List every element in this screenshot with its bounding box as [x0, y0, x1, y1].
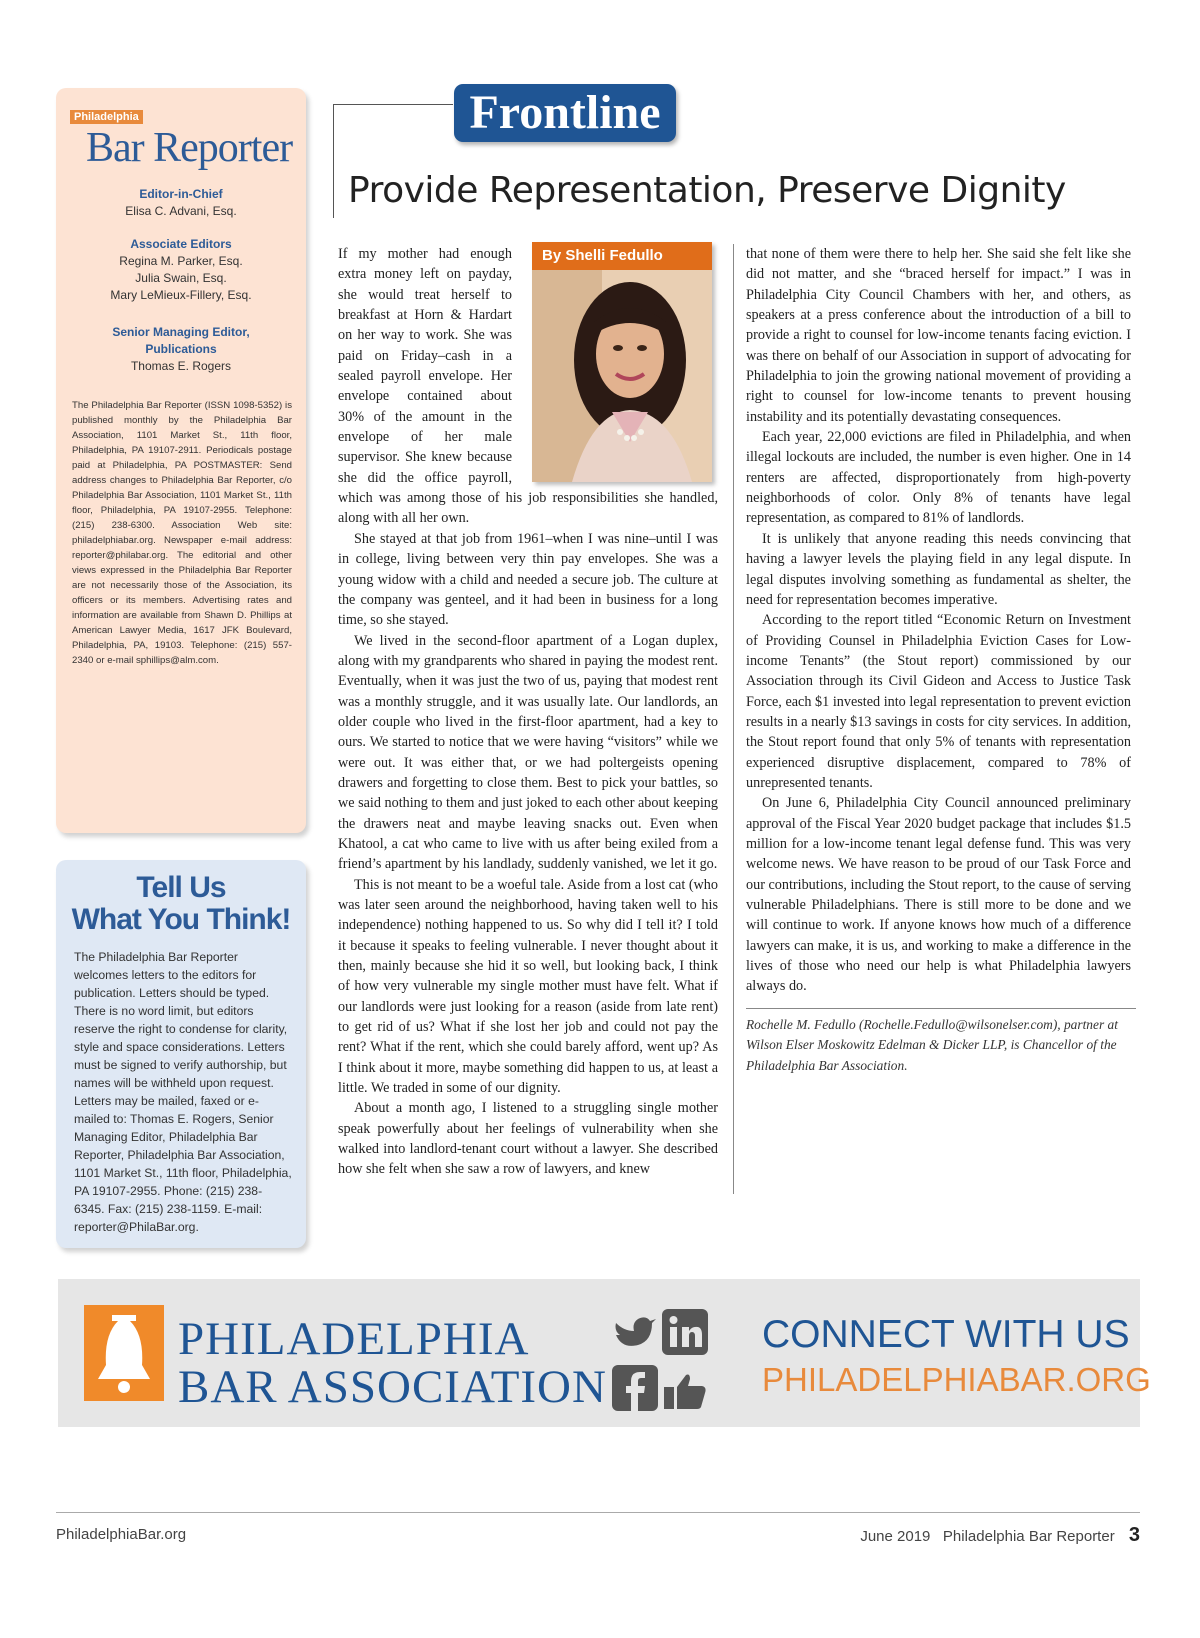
linkedin-icon[interactable] [662, 1309, 708, 1355]
editor-in-chief-name: Elisa C. Advani, Esq. [125, 204, 237, 218]
article-column-1 [338, 244, 718, 1180]
senior-editor-label-2: Publications [145, 342, 217, 356]
article-paragraph: This is not meant to be a woeful tale. Aside from a lost cat (who was later seen around the neighborhood, having taken well to his independence) nothing happened to us. So why did I tell it? I told it because it speaks to feeling vulnerable. I never thought about it then, mainly because she hid it so well, but looking back, I think of how very vulnerable my single mother must have felt. What if our landlords were just looking for a reason (aside from late rent) to get rid of us? What if she lost her job and could not pay the rent? What if the rent, which she could barely afford, went up? As I think about it more, maybe something did happen to us, at least a little. We traded in some of our dignity. [338, 876, 718, 1097]
author-note: Rochelle M. Fedullo (Rochelle.Fedullo@wilsonelser.com), partner at Wilson Elser Moskowitz Edelman & Dicker LLP, is Chancellor of the Philadelphia Bar Association. [746, 1017, 1118, 1073]
associate-editors-label: Associate Editors [130, 237, 232, 251]
footer-issue-info [860, 1524, 1140, 1547]
liberty-bell-logo-icon [84, 1305, 164, 1401]
publication-info: The Philadelphia Bar Reporter (ISSN 1098-5352) is published monthly by the Philadelphia Bar Association, 1101 Market St., 11th floor, Philadelphia, PA 19107-2911. Periodicals postage paid at Philadelphia, PA POSTMASTER: Send address changes to Philadelphia Bar Reporter, c/o Philadelphia Bar Association, 1101 Market St., 11th floor, Philadelphia, PA 19107-2955. Telephone: (215) 238-6300. Association Web site: philadelphiabar.org. Newspaper e-mail address: reporter@philabar.org. The editorial and other views expressed in the Philadelphia Bar Reporter are not necessarily those of the Association, its officers or its members. Advertising rates and information are available from Shawn D. Phillips at American Lawyer Media, 1617 JFK Boulevard, Philadelphia, PA, 19103. Telephone: (215) 557-2340 or e-mail sphillips@alm.com. [72, 400, 292, 666]
article-paragraph: Each year, 22,000 evictions are filed in Philadelphia, and when illegal lockouts are included, the number is even higher. One in 14 renters are affected, disproportionately from high-poverty neighborhoods of color. Only 8% of tenants have legal representation, as compared to 81% of landlords. [746, 429, 1131, 527]
facebook-icon[interactable] [612, 1365, 658, 1411]
tell-us-body: The Philadelphia Bar Reporter welcomes letters to the editors for publication. Letters should be typed. There is no word limit, but editors reserve the right to condense for clarity, style and space considerations. Letters must be signed to verify authorship, but names will be withheld upon request. Letters may be mailed, faxed or e-mailed to: Thomas E. Rogers, Senior Managing Editor, Philadelphia Bar Reporter, Philadelphia Bar Association, 1101 Market St., 11th floor, Philadelphia, PA 19107-2955. Phone: (215) 238-6345. Fax: (215) 238-1159. E-mail: reporter@PhilaBar.org. [74, 950, 292, 1234]
section-tab-frontline: Frontline [454, 84, 676, 142]
associate-editor-name: Mary LeMieux-Fillery, Esq. [110, 288, 252, 302]
editor-in-chief-block [66, 186, 296, 220]
senior-editor-name: Thomas E. Rogers [130, 359, 232, 373]
article-paragraph: that none of them were there to help her. She said she felt like she did not matter, and she “braced herself for impact.” I was in Philadelphia City Council Chambers with her, and others, as speakers at a press conference about the introduction of a bill to provide a right to counsel for low-income tenants facing eviction. I was there on behalf of our Association in support of advocating for Philadelphia to join the growing national movement of providing a right to counsel for low-income tenants to prevent housing instability and its potentially devastating consequences. [746, 246, 1131, 425]
associate-editors-block [66, 236, 296, 304]
article-headline: Provide Representation, Preserve Dignity [348, 170, 1066, 211]
twitter-icon[interactable] [612, 1315, 656, 1355]
tell-us-box [56, 860, 306, 1248]
associate-editor-name: Julia Swain, Esq. [135, 271, 227, 285]
masthead-brand-small: Philadelphia [70, 110, 143, 124]
masthead-box [56, 88, 306, 833]
article-byline: By Shelli Fedullo [532, 242, 712, 270]
article-paragraph: According to the report titled “Economic Return on Investment of Providing Counsel in Philadelphia Eviction Cases for Low-income Tenants” (the Stout report) commissioned by our Association through its Civil Gideon and Access to Justice Task Force, each $1 invested into legal representation to prevent eviction results in a nearly $13 savings in costs for city services. In addition, the Stout report found that only 5% of tenants with representation experienced disruptive displacement, compared to 78% of unrepresented tenants. [746, 612, 1131, 791]
footer-rule [56, 1512, 1140, 1513]
article-column-2 [746, 244, 1131, 997]
footer-publication: Philadelphia Bar Reporter [942, 1528, 1115, 1545]
header-frame-vertical [333, 104, 334, 218]
senior-editor-label: Senior Managing Editor, [112, 325, 250, 339]
page-number: 3 [1128, 1524, 1140, 1546]
article-paragraph: She stayed at that job from 1961–when I was nine–until I was in college, living between very thin pay envelopes. She was a young widow with a child and needed a secure job. The culture at the company was genteel, and it had been in business for a long time, so she stayed. [338, 530, 718, 629]
footer-website[interactable]: PhiladelphiaBar.org [56, 1526, 187, 1543]
column-divider [733, 244, 734, 1194]
pba-name-line2: BAR ASSOCIATION [178, 1361, 607, 1413]
associate-editor-name: Regina M. Parker, Esq. [119, 254, 243, 268]
article-paragraph: We lived in the second-floor apartment of a Logan duplex, along with my grandparents who shared in paying the modest rent. Eventually, when it was just the two of us, paying that modest rent was a monthly struggle, and it was usually late. Our landlords, an older couple who lived in the first-floor apartment, had a key to ours. We started to notice that we were having “visitors” while we were out. It was either that, or we had poltergeists opening drawers and forgetting to close them. Best to pick your battles, so we said nothing to them and just joked to each other about keeping the drawers neat and maybe leaving snacks out. Even when Khatool, a cat who came to live with us after being exiled from a friend’s apartment by his landlady, suddenly vanished, we let it go. [338, 632, 718, 873]
like-icon[interactable] [664, 1371, 708, 1411]
connect-banner[interactable] [58, 1279, 1151, 1427]
senior-editor-block [66, 324, 296, 375]
header-frame-horizontal [333, 104, 453, 105]
article-paragraph: If my mother had enough extra money left on payday, she would treat herself to breakfast at Horn & Hardart on her way to work. She was paid on Friday–cash in a sealed payroll envelope. Her envelope contained about 30% of the amount in the envelope of her male supervisor. She knew because she did the office payroll, which was among those of his job responsibilities she handled, along with all her own. [338, 246, 718, 527]
tell-us-title [56, 872, 306, 936]
footer-date: June 2019 [860, 1528, 931, 1545]
author-note-rule [746, 1008, 1136, 1009]
article-paragraph: About a month ago, I listened to a struggling single mother speak powerfully about her feelings of vulnerability when she walked into landlord-tenant court without a lawyer. She described how she felt when she saw a row of lawyers, and knew [338, 1100, 718, 1178]
article-paragraph: On June 6, Philadelphia City Council announced preliminary approval of the Fiscal Year 2020 budget package that includes $1.5 million for a low-income tenant legal defense fund. This was very welcome news. We have reason to be proud of our Task Force and our contributions, including the Stout report, to the cause of serving vulnerable Philadelphians. There is still more to be done and we will continue to work. If anyone knows how much of a difference lawyers can make, it is us, and working to make a difference in the lives of those who need our help is what Philadelphia lawyers always do. [746, 795, 1131, 995]
article-paragraph: It is unlikely that anyone reading this needs convincing that having a lawyer levels the playing field in any legal dispute. In legal disputes involving something as fundamental as shelter, the need for representation becomes imperative. [746, 530, 1131, 608]
website-link[interactable]: PHILADELPHIABAR.ORG [762, 1361, 1151, 1398]
tell-us-title-line2: What You Think! [71, 903, 291, 936]
editor-in-chief-label: Editor-in-Chief [139, 187, 223, 201]
tell-us-title-line1: Tell Us [136, 871, 226, 904]
masthead-brand-title: Bar Reporter [86, 125, 293, 171]
pba-name-line1: PHILADELPHIA [178, 1313, 530, 1365]
connect-with-us: CONNECT WITH US [762, 1313, 1130, 1356]
pba-name [178, 1315, 607, 1411]
